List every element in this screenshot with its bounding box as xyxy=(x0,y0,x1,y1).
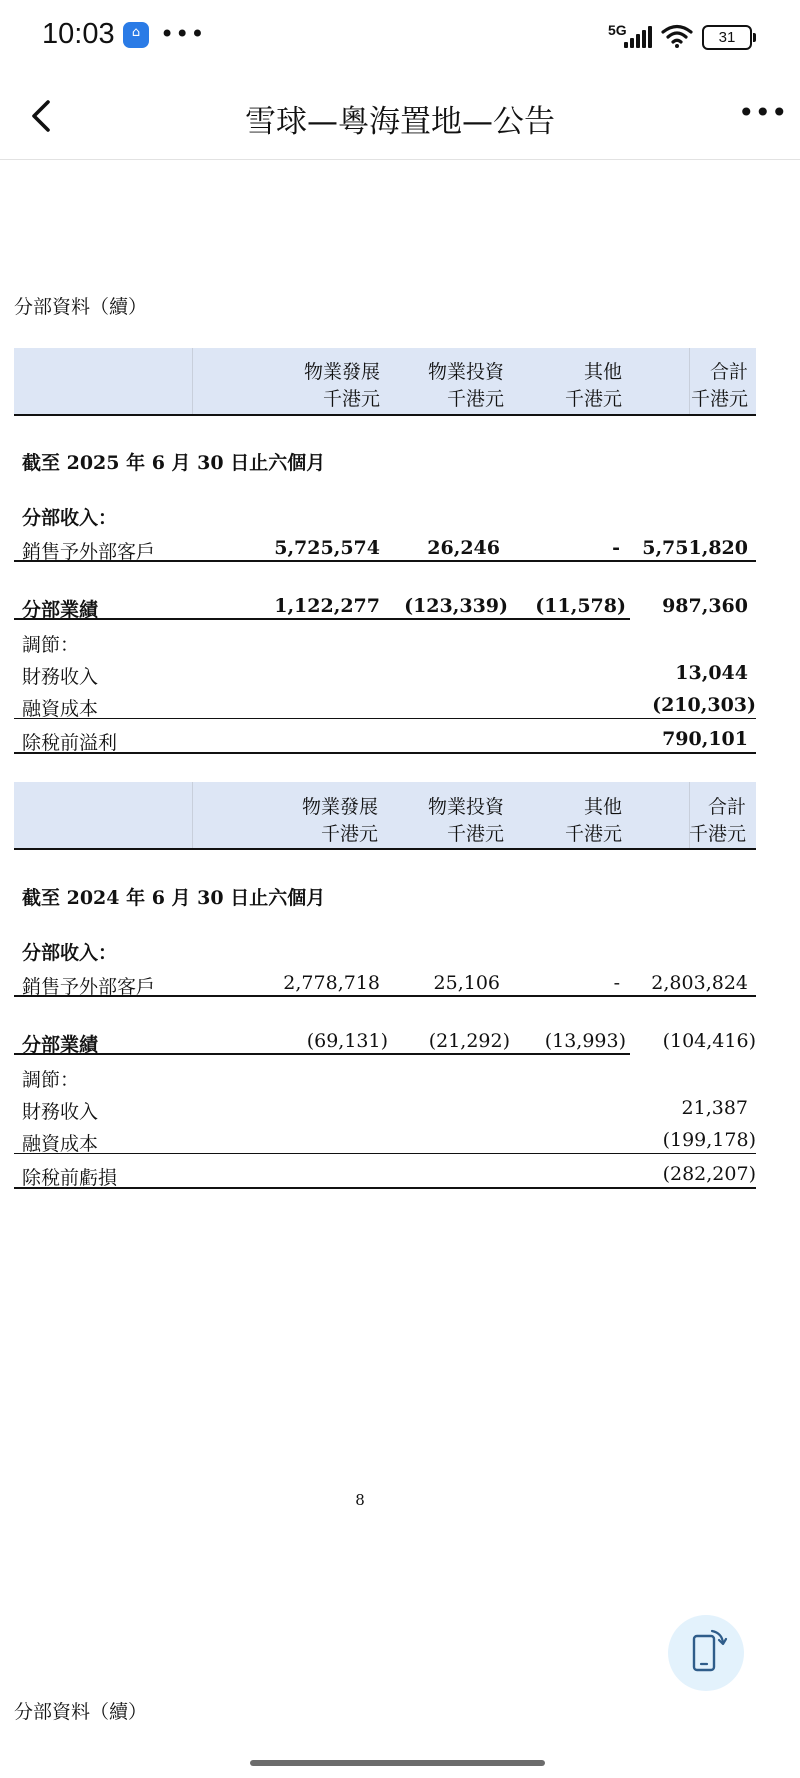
wifi-icon xyxy=(661,24,693,48)
finance-cost-total: (199,178) xyxy=(662,1129,756,1151)
results-total: 987,360 xyxy=(662,595,748,617)
sales-others: - xyxy=(612,537,620,559)
section-title: 分部資料（續） xyxy=(14,296,148,318)
finance-income-label: 財務收入 xyxy=(22,1101,99,1123)
profit-before-tax-total: 790,101 xyxy=(662,728,748,750)
loss-before-tax-total: (282,207) xyxy=(662,1163,756,1185)
signal-icon xyxy=(624,26,654,48)
network-type: 5G xyxy=(608,22,627,38)
period-heading: 截至 2024 年 6 月 30 日止六個月 xyxy=(22,887,326,909)
more-options-button[interactable] xyxy=(738,96,788,136)
results-property-investment: (21,292) xyxy=(428,1030,510,1052)
col-header-property-investment: 物業投資 千港元 xyxy=(427,361,504,410)
top-nav-bar xyxy=(0,74,800,160)
battery-indicator: 31 xyxy=(702,25,752,50)
sales-others: - xyxy=(613,972,620,994)
col-header-others: 其他 千港元 xyxy=(564,361,622,410)
results-others: (13,993) xyxy=(544,1030,626,1052)
results-property-development: (69,131) xyxy=(306,1030,388,1052)
finance-cost-label: 融資成本 xyxy=(22,1133,99,1155)
results-property-investment: (123,339) xyxy=(404,595,508,617)
sales-property-investment: 26,246 xyxy=(427,537,500,559)
col-header-total: 合計 千港元 xyxy=(690,361,748,410)
status-bar xyxy=(0,0,800,74)
results-others: (11,578) xyxy=(535,595,626,617)
status-more-icon: ••• xyxy=(160,20,206,48)
finance-income-total: 13,044 xyxy=(675,662,748,684)
results-total: (104,416) xyxy=(662,1030,756,1052)
period-heading: 截至 2025 年 6 月 30 日止六個月 xyxy=(22,452,326,474)
rotate-screen-button[interactable] xyxy=(668,1615,744,1691)
finance-income-label: 財務收入 xyxy=(22,666,99,688)
page-title: 雪球—粵海置地—公告 xyxy=(245,104,555,140)
external-sales-label: 銷售予外部客戶 xyxy=(22,541,156,563)
col-header-others: 其他 千港元 xyxy=(564,796,622,845)
next-page-section-title: 分部資料（續） xyxy=(14,1701,148,1723)
finance-cost-total: (210,303) xyxy=(652,694,756,716)
sales-total: 2,803,824 xyxy=(651,972,748,994)
col-header-property-development: 物業發展 千港元 xyxy=(303,361,380,410)
segment-revenue-heading: 分部收入： xyxy=(22,507,118,529)
col-header-total: 合計 千港元 xyxy=(688,796,746,845)
xueqiu-app-icon: ⌂ xyxy=(123,22,149,48)
segment-revenue-heading: 分部收入： xyxy=(22,942,118,964)
external-sales-label: 銷售予外部客戶 xyxy=(22,976,156,998)
phone-rotate-icon xyxy=(668,1615,744,1691)
page-number: 8 xyxy=(355,1491,365,1509)
sales-property-investment: 25,106 xyxy=(433,972,500,994)
profit-before-tax-label: 除稅前溢利 xyxy=(22,732,118,754)
reconciliation-label: 調節： xyxy=(22,1069,80,1091)
sales-total: 5,751,820 xyxy=(642,537,748,559)
results-property-development: 1,122,277 xyxy=(274,595,380,617)
segment-results-label: 分部業績 xyxy=(22,1034,99,1056)
home-indicator[interactable] xyxy=(250,1760,545,1766)
status-time: 10:03 xyxy=(42,18,115,50)
finance-cost-label: 融資成本 xyxy=(22,698,99,720)
finance-income-total: 21,387 xyxy=(681,1097,748,1119)
sales-property-development: 5,725,574 xyxy=(274,537,380,559)
col-header-property-development: 物業發展 千港元 xyxy=(301,796,378,845)
loss-before-tax-label: 除稅前虧損 xyxy=(22,1167,118,1189)
more-dots-icon: ••• xyxy=(738,96,788,129)
sales-property-development: 2,778,718 xyxy=(283,972,380,994)
col-header-property-investment: 物業投資 千港元 xyxy=(427,796,504,845)
reconciliation-label: 調節： xyxy=(22,634,80,656)
segment-results-label: 分部業績 xyxy=(22,599,99,621)
